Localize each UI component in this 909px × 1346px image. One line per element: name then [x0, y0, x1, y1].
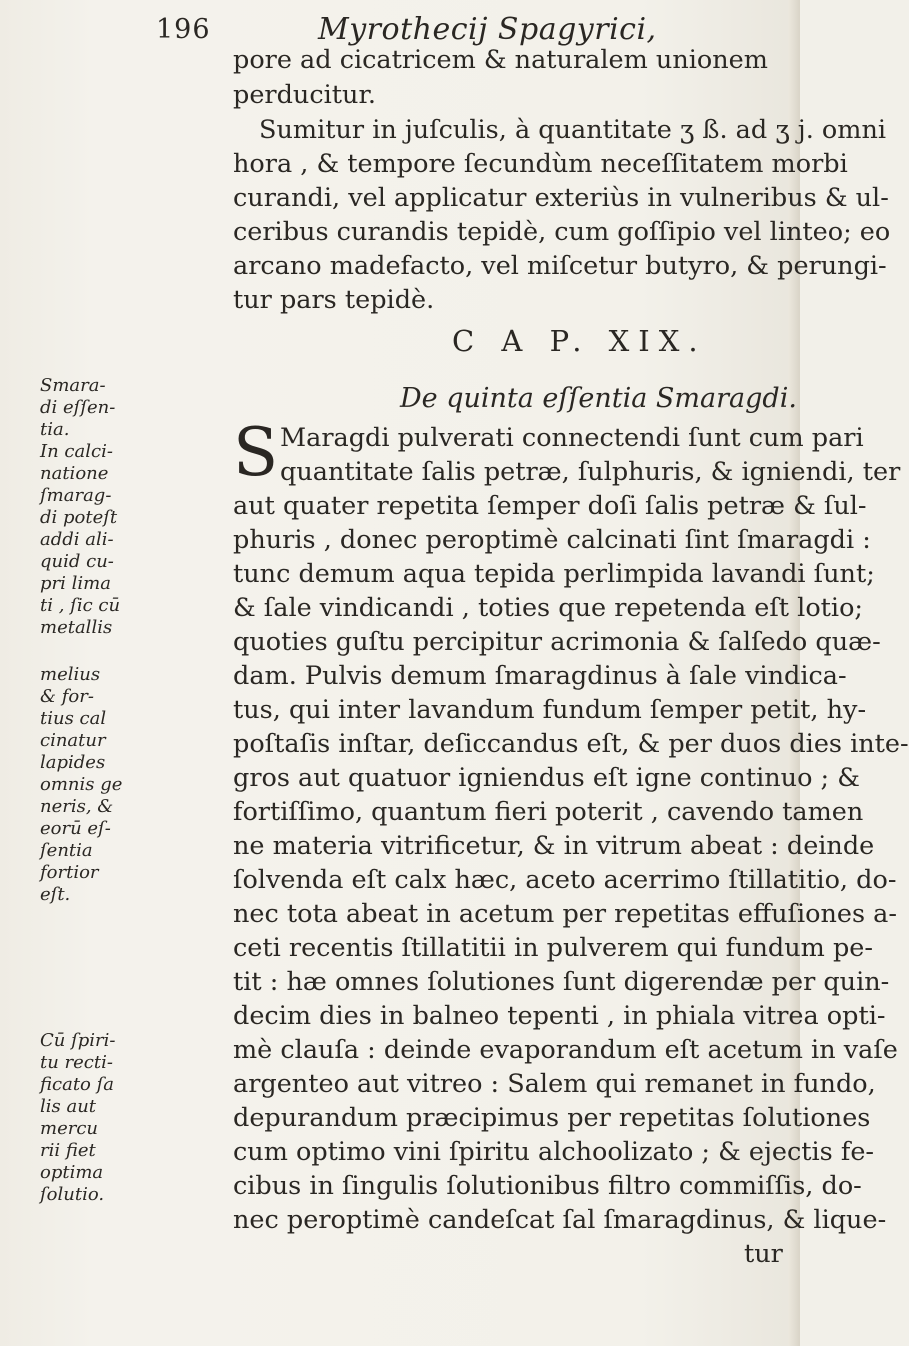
- margin-note-line: ſolutio.: [40, 1184, 105, 1205]
- margin-note-line: neris, &: [40, 796, 114, 817]
- catchword: tur: [744, 1239, 783, 1269]
- margin-note-line: tia.: [40, 419, 70, 440]
- text-line: argenteo aut vitreo : Salem qui remanet in fundo,: [233, 1069, 876, 1099]
- margin-note-line: fortior: [40, 862, 99, 883]
- margin-note-line: tu recti-: [40, 1052, 113, 1073]
- margin-note-line: optima: [40, 1162, 104, 1183]
- text-line: curandi, vel applicatur exteriùs in vulneribus & ul-: [233, 183, 889, 213]
- text-line: mè clauſa : deinde evaporandum eſt acetum in vaſe: [233, 1035, 898, 1065]
- text-line: nec peroptimè candeſcat ſal ſmaragdinus, & lique-: [233, 1205, 887, 1235]
- text-line: ne materia vitrificetur, & in vitrum abeat : deinde: [233, 831, 875, 861]
- text-line: tus, qui inter lavandum fundum ſemper petit, hy-: [233, 695, 867, 725]
- text-line: cibus in ſingulis ſolutionibus filtro commiſſis, do-: [233, 1171, 862, 1201]
- text-line: quantitate ſalis petræ, ſulphuris, & igniendi, ter: [280, 457, 901, 487]
- section-title: De quinta eſſentia Smaragdi.: [400, 383, 797, 414]
- text-line: cum optimo vini ſpiritu alchoolizato ; & ejectis fe-: [233, 1137, 875, 1167]
- text-line: tunc demum aqua tepida perlimpida lavandi ſunt;: [233, 559, 875, 589]
- margin-note-line: eſt.: [40, 884, 71, 905]
- margin-note-line: pri lima: [40, 573, 111, 594]
- margin-note-line: lis aut: [40, 1096, 97, 1117]
- text-line: quoties guſtu percipitur acrimonia & ſalſedo quæ-: [233, 627, 881, 657]
- text-line: ceribus curandis tepidè, cum goſſipio vel linteo; eo: [233, 217, 891, 247]
- margin-note-line: ficato ſa: [40, 1074, 115, 1095]
- text-line: tit : hæ omnes ſolutiones ſunt digerendæ per quin-: [233, 967, 890, 997]
- chapter-heading: C A P. XIX.: [452, 324, 707, 358]
- text-line: nec tota abeat in acetum per repetitas effuſiones a-: [233, 899, 897, 929]
- text-line: dam. Pulvis demum ſmaragdinus à ſale vindica-: [233, 661, 847, 691]
- margin-note-line: lapides: [40, 752, 106, 773]
- page-number: 196: [156, 14, 211, 45]
- margin-note-line: In calci-: [40, 441, 113, 462]
- text-line: poſtaſis inſtar, deſiccandus eſt, & per duos dies inte-: [233, 729, 909, 759]
- margin-note-line: cinatur: [40, 730, 106, 751]
- text-line: ceti recentis ſtillatitii in pulverem qui fundum pe-: [233, 933, 873, 963]
- text-line: perducitur.: [233, 80, 376, 110]
- text-line: fortiſſimo, quantum fieri poterit , cavendo tamen: [233, 797, 864, 827]
- text-line: ſolvenda eſt calx hæc, aceto acerrimo ſtillatitio, do-: [233, 865, 897, 895]
- margin-note-line: natione: [40, 463, 109, 484]
- text-line: depurandum præcipimus per repetitas ſolutiones: [233, 1103, 871, 1133]
- margin-note-line: quid cu-: [40, 551, 114, 572]
- text-line: Sumitur in juſculis, à quantitate ʒ ß. ad ʒ j. omni: [259, 115, 887, 145]
- text-line: decim dies in balneo tepenti , in phiala vitrea opti-: [233, 1001, 886, 1031]
- margin-note-line: melius: [40, 664, 101, 685]
- text-line: tur pars tepidè.: [233, 285, 435, 315]
- margin-note-line: Cū ſpiri-: [40, 1030, 116, 1051]
- margin-note-line: di eſſen-: [40, 397, 116, 418]
- margin-note-line: di poteſt: [40, 507, 118, 528]
- text-line: hora , & tempore ſecundùm neceſſitatem morbi: [233, 149, 848, 179]
- margin-note-line: & for-: [40, 686, 94, 707]
- text-line: Maragdi pulverati connectendi ſunt cum pari: [280, 423, 864, 453]
- running-title: Myrothecij Spagyrici,: [318, 12, 657, 47]
- margin-note-line: eorū eſ-: [40, 818, 111, 839]
- margin-note-line: rii fiet: [40, 1140, 96, 1161]
- text-line: gros aut quatuor igniendus eſt igne continuo ; &: [233, 763, 860, 793]
- margin-note-line: ti , ſic cū: [40, 595, 121, 616]
- margin-note-line: tius cal: [40, 708, 107, 729]
- text-line: aut quater repetita ſemper doſi ſalis petræ & ſul-: [233, 491, 867, 521]
- text-line: arcano madefacto, vel miſcetur butyro, & perungi-: [233, 251, 887, 281]
- margin-note-line: addi ali-: [40, 529, 114, 550]
- margin-note-line: Smara-: [40, 375, 106, 396]
- margin-note-line: omnis ge: [40, 774, 123, 795]
- margin-note-line: ſmarag-: [40, 485, 112, 506]
- margin-note-line: ſentia: [40, 840, 93, 861]
- drop-cap: S: [233, 414, 279, 491]
- text-line: & ſale vindicandi , toties que repetenda eſt lotio;: [233, 593, 864, 623]
- margin-note-line: metallis: [40, 617, 113, 638]
- text-line: phuris , donec peroptimè calcinati ſint ſmaragdi :: [233, 525, 871, 555]
- text-line: pore ad cicatricem & naturalem unionem: [233, 45, 768, 75]
- margin-note-line: mercu: [40, 1118, 98, 1139]
